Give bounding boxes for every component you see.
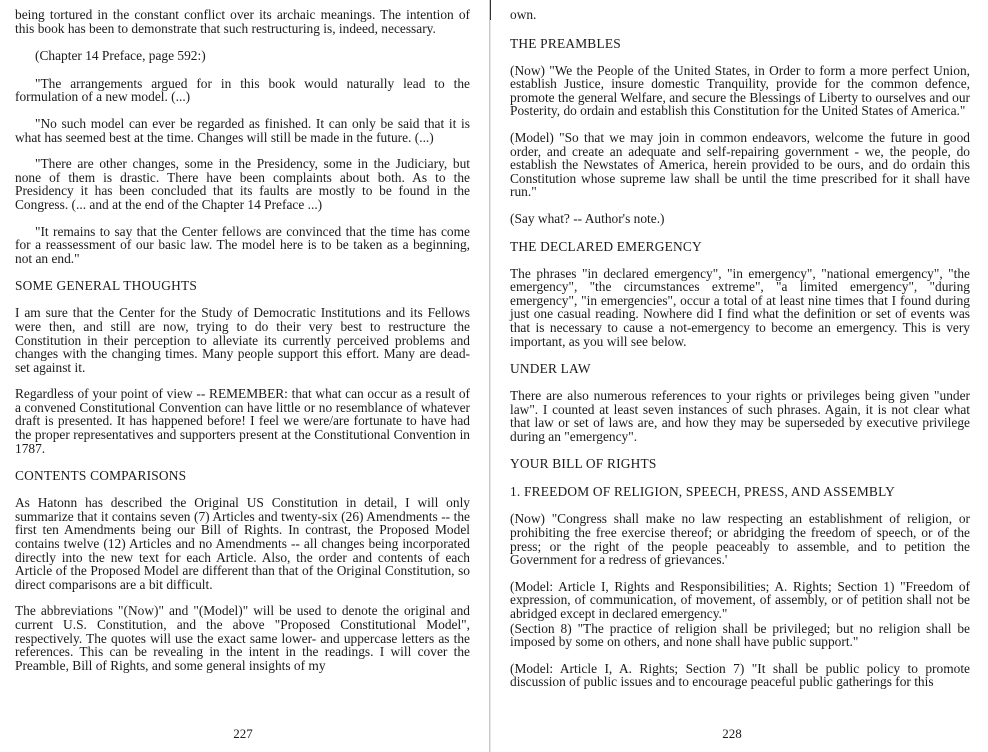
right-page (492, 0, 988, 752)
paragraph: The abbreviations "(Now)" and "(Model)" will be used to denote the original and current U.S. Constitution, and the above "Proposed Constitutional Model", respectively. The quotes will use the exact same lower- and uppercase letters as the references. This can be revealing in the intent in the readings. I will cover the Preamble, Bill of Rights, and some general insights of my (15, 603, 470, 673)
gutter-top-line (490, 0, 491, 20)
section-heading: CONTENTS COMPARISONS (15, 468, 187, 484)
paragraph: Regardless of your point of view -- REMEMBER: that what can occur as a result of a convened Constitutional Convention can have little or no resemblance of whatever draft is presented. It has happened before! I feel we were/are fortunate to have had the proper representatives and supporters present at the Constitutional Convention in 1787. (15, 386, 470, 456)
paragraph: I am sure that the Center for the Study of Democratic Institutions and its Fellows were then, and still are now, trying to do their very best to restructure the Constitution in their perception to alleviate its currently perceived problems and changes with the changing times. Many people support this effort. Many are dead-set against it. (15, 305, 470, 375)
paragraph: (Say what? -- Author's note.) (510, 210, 665, 226)
paragraph: The phrases "in declared emergency", "in emergency", "national emergency", "the emergency", "the circumstances extreme", "a limited emergency", "during emergency", "in emergencies", occur a total of at least nine times that I found during just one casual reading. Nowhere did I find what the definition or set of events was that is necessary to cause a not-emergency to become an emergency. This is very important, as you will see below. (510, 265, 970, 349)
paragraph: "There are other changes, some in the Presidency, some in the Judiciary, but none of them is drastic. There have been complaints about both. As to the Presidency it has been concluded that its faults are mostly to be found in the Congress. (... and at the end of the Chapter 14 Preface ...) (15, 156, 470, 212)
paragraph: As Hatonn has described the Original US Constitution in detail, I will only summarize that it contains seven (7) Articles and twenty-six (26) Amendments -- the first ten Amendments being our Bill of Rights. In contrast, the Proposed Model contains twelve (12) Articles and no Amendments -- all changes being incorporated directly into the new text for each Article. Also, the order and contents of each Article of the Proposed Model are different than that of the Original Constitution, so direct comparisons are a bit difficult. (15, 495, 470, 592)
section-heading: YOUR BILL OF RIGHTS (510, 456, 657, 472)
paragraph: "It remains to say that the Center fellows are convinced that the time has come for a reassessment of our basic law. The model here is to be taken as a beginning, not an end." (15, 223, 470, 266)
paragraph: (Model: Article I, A. Rights; Section 7) "It shall be public policy to promote discussion of public issues and to encourage peaceful public gatherings for this (510, 660, 970, 690)
paragraph: (Model: Article I, Rights and Responsibilities; A. Rights; Section 1) "Freedom of expression, of communication, of movement, of assembly, or of petition shall not be abridged except in declared emergency." (510, 578, 970, 622)
section-heading: UNDER LAW (510, 361, 591, 377)
paragraph: "No such model can ever be regarded as finished. It can only be said that it is what has seemed best at the time. Changes will still be made in the future. (...) (15, 115, 470, 145)
paragraph: (Model) "So that we may join in common endeavors, welcome the future in good order, and create an adequate and self-repairing government - we, the people, do establish the Newstates of America, herein provided to be ours, and do ordain this Constitution whose supreme law shall be until the time prescribed for it shall have run." (510, 129, 970, 200)
page-number: 228 (722, 726, 742, 741)
section-heading: THE PREAMBLES (510, 35, 621, 51)
paragraph: being tortured in the constant conflict over its archaic meanings. The intention of this book has been to demonstrate that such restructuring is, indeed, necessary. (15, 7, 470, 36)
section-heading: SOME GENERAL THOUGHTS (15, 278, 197, 294)
paragraph: "The arrangements argued for in this book would naturally lead to the formulation of a new model. (...) (15, 75, 470, 105)
page-number: 227 (233, 726, 253, 741)
left-page (0, 0, 490, 752)
paragraph: (Now) "We the People of the United States, in Order to form a more perfect Union, establish Justice, insure domestic Tranquility, provide for the common defence, promote the general Welfare, and secure the Blessings of Liberty to ourselves and our Posterity, do ordain and establish this Constitution for the United States of America." (510, 62, 970, 119)
section-heading: THE DECLARED EMERGENCY (510, 238, 702, 254)
paragraph: (Section 8) "The practice of religion shall be privileged; but no religion shall be imposed by some on others, and none shall have public support." (510, 620, 970, 650)
paragraph: (Now) "Congress shall make no law respecting an establishment of religion, or prohibiting the free exercise thereof; or abridging the freedom of speech, or of the press; or the right of the people peaceably to assemble, and to petition the Government for a redress of grievances.' (510, 511, 970, 568)
paragraph: (Chapter 14 Preface, page 592:) (35, 48, 206, 64)
paragraph: There are also numerous references to your rights or privileges being given "under law". I counted at least seven instances of such phrases. Again, it is not clear what that law or set of laws are, and how they may be superseded by executive privilege during an "emergency". (510, 388, 970, 444)
subsection-heading: 1. FREEDOM OF RELIGION, SPEECH, PRESS, AND ASSEMBLY (510, 484, 895, 500)
paragraph: own. (510, 7, 537, 22)
